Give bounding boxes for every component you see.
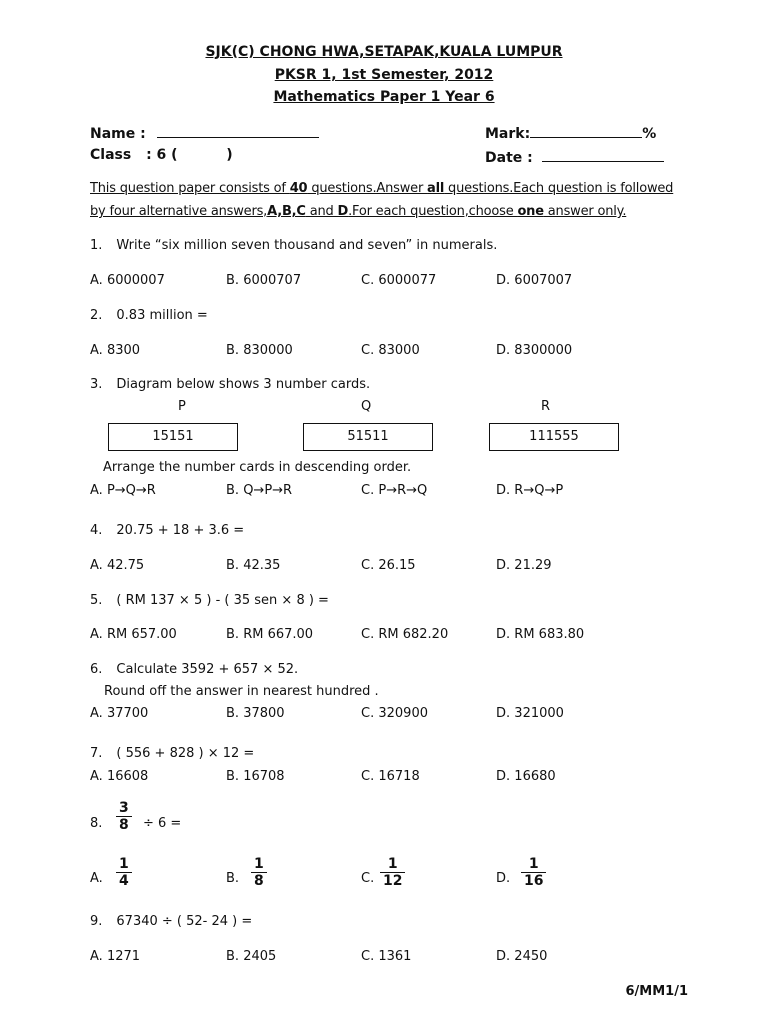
option-b-letter[interactable]: B.	[226, 871, 240, 886]
option-b[interactable]: B. 16708	[226, 769, 285, 784]
option-c[interactable]: C. RM 682.20	[361, 627, 449, 642]
option-d[interactable]: D. 2450	[496, 949, 548, 964]
option-b[interactable]: B. 830000	[226, 343, 293, 358]
option-c[interactable]: C. 83000	[361, 343, 420, 358]
option-b[interactable]: B. 37800	[226, 706, 285, 721]
instructions-line-2: by four alternative answers,A,B,C and D.For each question,choose one answer only.	[90, 204, 627, 219]
option-c[interactable]: C. 1361	[361, 949, 412, 964]
class-value[interactable]: : 6 ( )	[146, 147, 233, 163]
paper-title: Mathematics Paper 1 Year 6	[273, 89, 495, 105]
option-c[interactable]: C. 320900	[361, 706, 428, 721]
option-a[interactable]: A. 37700	[90, 706, 149, 721]
option-b[interactable]: B. RM 667.00	[226, 627, 314, 642]
question-3-instruction: Arrange the number cards in descending order.	[103, 460, 412, 475]
card-r-label: R	[541, 399, 551, 414]
mark-input-line[interactable]	[530, 123, 642, 138]
option-d[interactable]: D. 321000	[496, 706, 564, 721]
question-8-number: 8.	[90, 816, 103, 831]
mark-field	[485, 123, 656, 142]
instructions-line-1: This question paper consists of 40 questions.Answer all questions.Each question is followed	[90, 181, 674, 196]
option-b[interactable]: B. 42.35	[226, 558, 281, 573]
option-b[interactable]: B. 6000707	[226, 273, 302, 288]
question-5: 5. ( RM 137 × 5 ) - ( 35 sen × 8 ) =	[90, 593, 329, 608]
option-a[interactable]: A. P→Q→R	[90, 483, 156, 498]
question-8-fraction: 3 8	[116, 800, 132, 833]
option-d[interactable]: D. RM 683.80	[496, 627, 585, 642]
card-q-label: Q	[361, 399, 372, 414]
option-a[interactable]: A. 8300	[90, 343, 141, 358]
option-a[interactable]: A. 1271	[90, 949, 141, 964]
option-b[interactable]: 1 8	[251, 856, 267, 889]
option-c[interactable]: C. P→R→Q	[361, 483, 428, 498]
option-b[interactable]: B. Q→P→R	[226, 483, 293, 498]
number-card-q: 51511	[303, 423, 433, 451]
option-c[interactable]: C. 6000077	[361, 273, 437, 288]
exam-title: PKSR 1, 1st Semester, 2012	[274, 67, 494, 83]
option-c[interactable]: C. 26.15	[361, 558, 416, 573]
option-a[interactable]: A. 42.75	[90, 558, 145, 573]
option-d[interactable]: D. 6007007	[496, 273, 573, 288]
option-d[interactable]: D. 21.29	[496, 558, 552, 573]
question-9: 9. 67340 ÷ ( 52- 24 ) =	[90, 914, 253, 929]
option-a[interactable]: 1 4	[116, 856, 132, 889]
date-input-line[interactable]	[542, 147, 664, 162]
number-card-r: 111555	[489, 423, 619, 451]
class-field	[90, 147, 233, 163]
name-label: Name :	[90, 126, 146, 142]
question-8-text: ÷ 6 =	[143, 816, 182, 831]
question-3: 3. Diagram below shows 3 number cards.	[90, 377, 371, 392]
class-label: Class	[90, 147, 132, 163]
option-c-letter[interactable]: C.	[361, 871, 375, 886]
question-7: 7. ( 556 + 828 ) × 12 =	[90, 746, 255, 761]
option-d[interactable]: 1 16	[521, 856, 546, 889]
question-4: 4. 20.75 + 18 + 3.6 =	[90, 523, 245, 538]
date-field	[485, 147, 664, 166]
name-field	[90, 123, 319, 142]
page-code: 6/MM1/1	[625, 984, 688, 999]
option-d[interactable]: D. R→Q→P	[496, 483, 564, 498]
option-c[interactable]: C. 16718	[361, 769, 420, 784]
option-a[interactable]: A. 6000007	[90, 273, 165, 288]
option-c[interactable]: 1 12	[380, 856, 405, 889]
question-6-instruction: Round off the answer in nearest hundred .	[104, 684, 379, 699]
card-p-label: P	[178, 399, 186, 414]
option-a[interactable]: A. 16608	[90, 769, 149, 784]
percent-sign: %	[642, 126, 657, 142]
option-a[interactable]: A. RM 657.00	[90, 627, 177, 642]
option-d[interactable]: D. 16680	[496, 769, 556, 784]
name-input-line[interactable]	[157, 123, 319, 138]
option-b[interactable]: B. 2405	[226, 949, 277, 964]
question-6: 6. Calculate 3592 + 657 × 52.	[90, 662, 299, 677]
question-2: 2. 0.83 million =	[90, 308, 208, 323]
mark-label: Mark:	[485, 126, 531, 142]
option-a-letter[interactable]: A.	[90, 871, 103, 886]
school-title: SJK(C) CHONG HWA,SETAPAK,KUALA LUMPUR	[205, 44, 563, 60]
option-d[interactable]: D. 8300000	[496, 343, 573, 358]
date-label: Date :	[485, 150, 533, 166]
number-card-p: 15151	[108, 423, 238, 451]
question-1: 1. Write “six million seven thousand and seven” in numerals.	[90, 238, 498, 253]
option-d-letter[interactable]: D.	[496, 871, 511, 886]
